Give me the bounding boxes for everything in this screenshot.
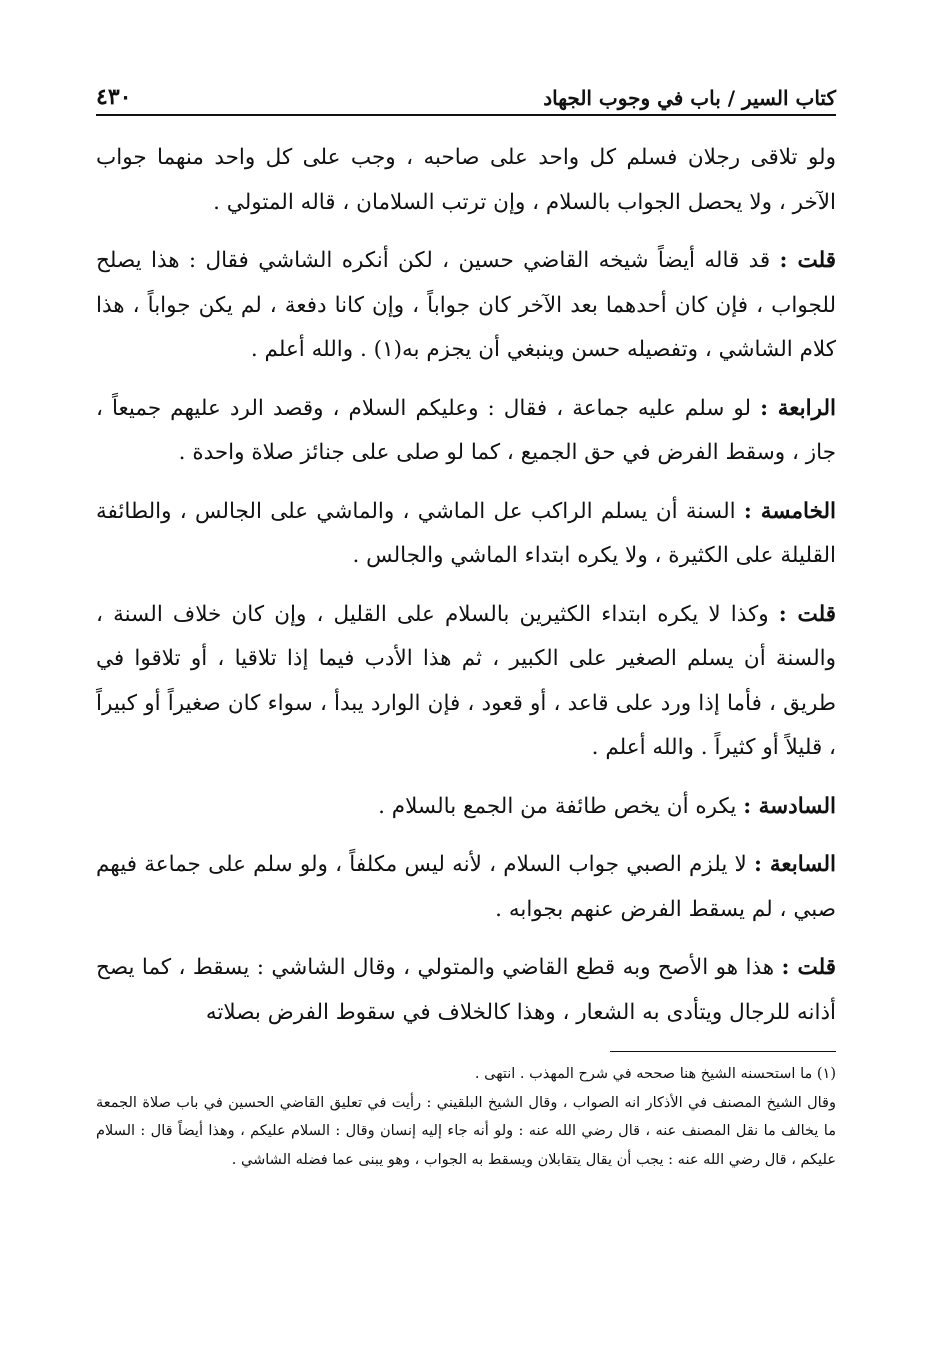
paragraph-text: قد قاله أيضاً شيخه القاضي حسين ، لكن أنكره الشاشي فقال : هذا يصلح للجواب ، فإن كان أحدهما بعد الآخر كان جواباً ، وإن كانا دفعة ، لم يكن جواباً ، هذا كلام الشاشي ، وتفصيله حسن وينبغي أن يجزم به(١) . والله أعلم . — [96, 248, 836, 362]
paragraph-text: ولو تلاقى رجلان فسلم كل واحد على صاحبه ، وجب على كل واحد منهما جواب الآخر ، ولا يحصل الجواب بالسلام ، وإن ترتب السلامان ، قاله المتولي . — [96, 145, 836, 215]
paragraph — [96, 785, 836, 830]
page-header — [96, 70, 836, 116]
paragraph-lead: السابعة : — [754, 852, 837, 877]
paragraph-lead: الخامسة : — [743, 498, 836, 524]
footnote: وقال الشيخ المصنف في الأذكار انه الصواب ، وقال الشيخ البلقيني : رأيت في تعليق القاضي الحسين في باب صلاة الجمعة ما يخالف ما نقل المصنف عنه ، قال رضي الله عنه : ولو أنه جاء إليه إنسان وقال : السلام عليكم ، وهذا أيضاً قال : السلام عليكم ، قال رضي الله عنه : يجب أن يقال يتقابلان ويسقط به الجواب ، وهو يبنى عما فضله الشاشي . — [96, 1094, 836, 1168]
footnote-separator — [610, 1051, 836, 1052]
paragraph — [96, 946, 836, 1035]
paragraph-text: هذا هو الأصح وبه قطع القاضي والمتولي ، وقال الشاشي : يسقط ، كما يصح أذانه للرجال ويتأدى به الشعار ، وهذا كالخلاف في سقوط الفرض بصلاته — [96, 955, 836, 1025]
page-number: ٤٣٠ — [96, 84, 132, 110]
paragraph-text: لا يلزم الصبي جواب السلام ، لأنه ليس مكلفاً ، ولو سلم على جماعة فيهم صبي ، لم يسقط الفرض عنهم بجوابه . — [96, 852, 836, 922]
page-body — [96, 136, 836, 1035]
paragraph-text: يكره أن يخص طائفة من الجمع بالسلام . — [378, 793, 744, 819]
paragraph — [96, 239, 836, 373]
running-title: كتاب السير / باب في وجوب الجهاد — [543, 86, 836, 110]
paragraph — [96, 843, 836, 932]
book-page — [96, 70, 836, 1300]
paragraph-text: لو سلم عليه جماعة ، فقال : وعليكم السلام ، وقصد الرد عليهم جميعاً ، جاز ، وسقط الفرض في حق الجميع ، كما لو صلى على جنائز صلاة واحدة . — [96, 395, 836, 465]
paragraph-lead: قلت : — [779, 248, 836, 273]
paragraph-lead: قلت : — [778, 601, 836, 627]
paragraph-text: وكذا لا يكره ابتداء الكثيرين بالسلام على القليل ، وإن كان خلاف السنة ، والسنة أن يسلم الصغير على الكبير ، ثم هذا الأدب فيما إذا تلاقيا ، أو تلاقوا في طريق ، فأما إذا ورد على قاعد ، أو قعود ، فإن الوارد يبدأ ، سواء كان صغيراً أو كبيراً ، قليلاً أو كثيراً . والله أعلم . — [96, 601, 836, 760]
paragraph-lead: قلت : — [781, 955, 836, 980]
paragraph — [96, 490, 836, 579]
footnote: (١) ما استحسنه الشيخ هنا صححه في شرح المهذب . انتهى . — [474, 1066, 836, 1082]
paragraph-lead: الرابعة : — [760, 395, 836, 421]
paragraph — [96, 593, 836, 771]
paragraph-text: السنة أن يسلم الراكب عل الماشي ، والماشي على الجالس ، والطائفة القليلة على الكثيرة ، ولا يكره ابتداء الماشي والجالس . — [96, 498, 836, 568]
paragraph-lead: السادسة : — [743, 793, 836, 819]
paragraph — [96, 136, 836, 225]
footnotes — [96, 1060, 836, 1174]
paragraph — [96, 387, 836, 476]
